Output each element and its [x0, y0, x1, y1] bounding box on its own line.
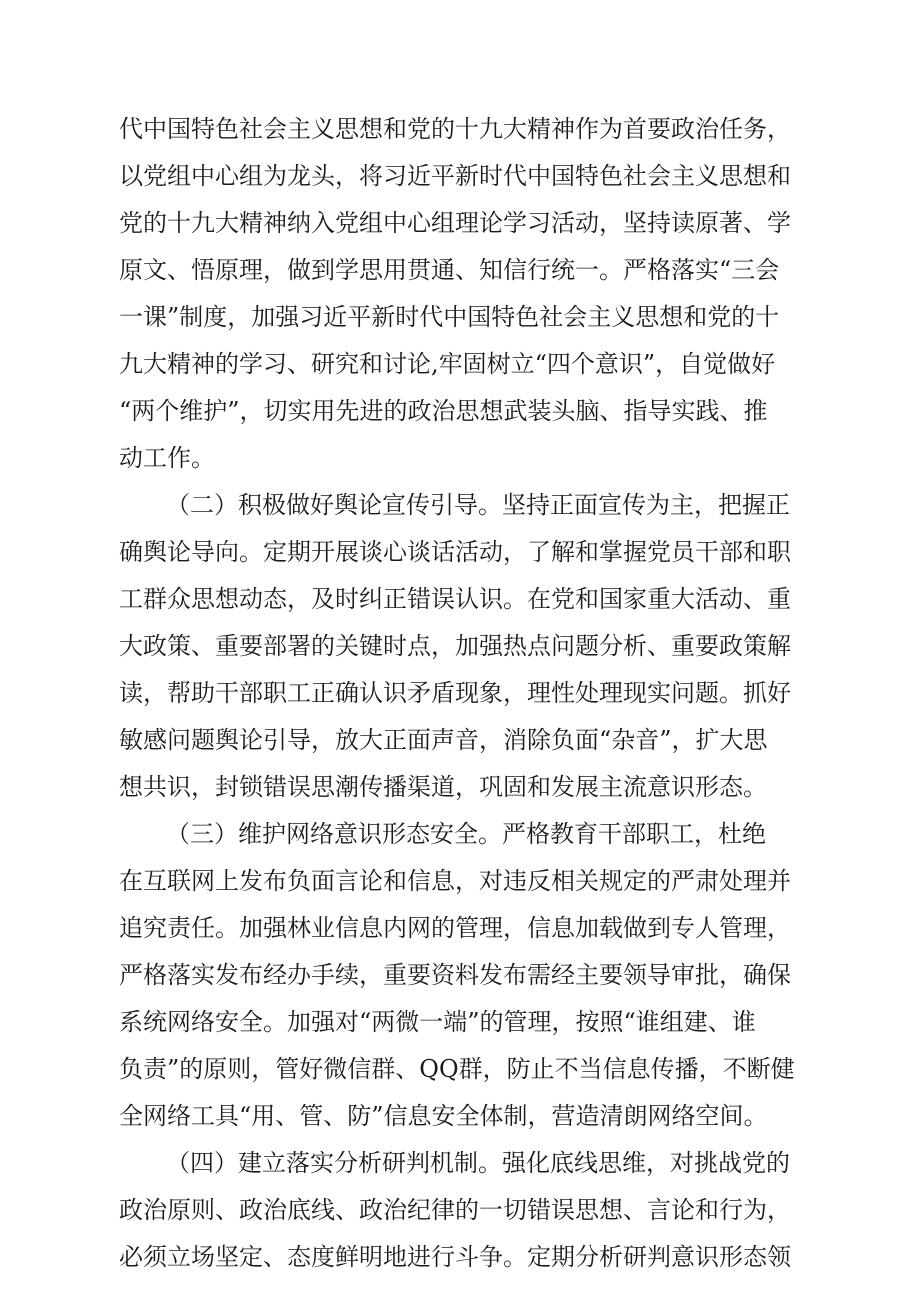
paragraph-heading-line: （三）维护网络意识形态安全。严格教育干部职工，杜绝 [166, 820, 766, 848]
text-line: 以党组中心组为龙头，将习近平新时代中国特色社会主义思想和 [119, 162, 791, 190]
text-line: 全网络工具“用、管、防”信息安全体制，营造清朗网络空间。 [119, 1102, 768, 1130]
text-line: 动工作。 [119, 444, 215, 472]
text-line: 原文、悟原理，做到学思用贯通、知信行统一。严格落实“三会 [119, 256, 780, 284]
text-line: 想共识，封锁错误思潮传播渠道，巩固和发展主流意识形态。 [119, 773, 767, 801]
text-line: 政治原则、政治底线、政治纪律的一切错误思想、言论和行为， [119, 1196, 791, 1224]
text-line: 必须立场坚定、态度鲜明地进行斗争。定期分析研判意识形态领 [119, 1243, 791, 1271]
text-line: 确舆论导向。定期开展谈心谈话活动，了解和掌握党员干部和职 [119, 538, 791, 566]
text-line: 党的十九大精神纳入党组中心组理论学习活动，坚持读原著、学 [119, 209, 791, 237]
text-line: 读，帮助干部职工正确认识矛盾现象，理性处理现实问题。抓好 [119, 679, 791, 707]
text-line: 系统网络安全。加强对“两微一端”的管理，按照“谁组建、谁 [119, 1008, 756, 1036]
text-line: 敏感问题舆论引导，放大正面声音，消除负面“杂音”，扩大思 [119, 726, 768, 754]
paragraph-heading-line: （四）建立落实分析研判机制。强化底线思维，对挑战党的 [166, 1149, 790, 1177]
text-line: 工群众思想动态，及时纠正错误认识。在党和国家重大活动、重 [119, 585, 791, 613]
text-line: 严格落实发布经办手续，重要资料发布需经主要领导审批，确保 [119, 961, 791, 989]
text-line: 大政策、重要部署的关键时点，加强热点问题分析、重要政策解 [119, 632, 791, 660]
text-line: 代中国特色社会主义思想和党的十九大精神作为首要政治任务， [119, 115, 791, 143]
text-line: 一课”制度，加强习近平新时代中国特色社会主义思想和党的十 [119, 303, 780, 331]
text-line: 在互联网上发布负面言论和信息，对违反相关规定的严肃处理并 [119, 867, 791, 895]
text-line: 负责”的原则，管好微信群、QQ群，防止不当信息传播，不断健 [119, 1055, 795, 1083]
paragraph-heading-line: （二）积极做好舆论宣传引导。坚持正面宣传为主，把握正 [166, 491, 790, 519]
text-line: “两个维护”，切实用先进的政治思想武装头脑、指导实践、推 [119, 397, 768, 425]
text-line: 追究责任。加强林业信息内网的管理，信息加载做到专人管理， [119, 914, 791, 942]
text-line: 九大精神的学习、研究和讨论,牢固树立“四个意识”，自觉做好 [119, 350, 776, 378]
